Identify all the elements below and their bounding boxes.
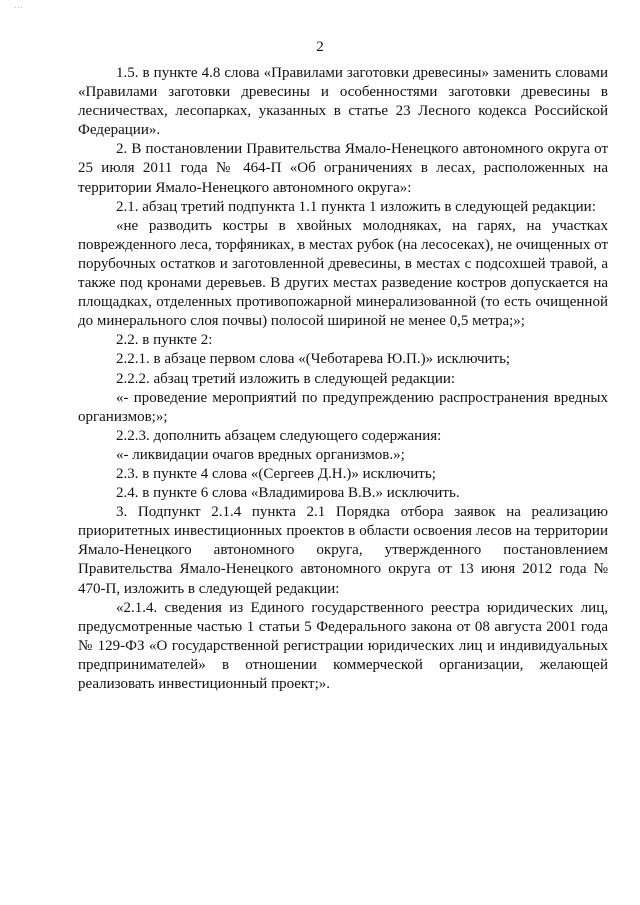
paragraph-2-2-2: 2.2.2. абзац третий изложить в следующей редакции: [116,370,456,387]
page-number: 2 [316,39,324,55]
paragraph-2-2-1: 2.2.1. в абзаце первом слова «(Чеботарева Ю.П.)» исключить; [116,351,511,368]
document-body [78,64,608,694]
paragraph-2-2-3: 2.2.3. дополнить абзацем следующего содержания: [116,427,442,444]
paragraph-3: 3. Подпункт 2.1.4 пункта 2.1 Порядка отбора заявок на реализацию приоритетных инвестиционных проектов в области освоения лесов на территории Ямало-Ненецкого автономного округа, утвержденного постановлением Правительства Ямало-Ненецкого автономного округа от 13 июня 2012 года № 470-П, изложить в следующей редакции: [78,504,608,597]
paragraph-1-5: 1.5. в пункте 4.8 слова «Правилами заготовки древесины» заменить словами «Правилами заготовки древесины и особенностями заготовки древесины в лесничествах, лесопарках, указанных в статье 23 Лесного кодекса Российской Федерации». [78,65,608,139]
paragraph-2-1: 2.1. абзац третий подпункта 1.1 пункта 1 изложить в следующей редакции: [116,198,596,215]
paragraph-2-4: 2.4. в пункте 6 слова «Владимирова В.В.» исключить. [116,485,460,502]
paragraph-3-quote: «2.1.4. сведения из Единого государственного реестра юридических лиц, предусмотренные частью 1 статьи 5 Федерального закона от 08 августа 2001 года № 129-ФЗ «О государственной регистрации юридических лиц и индивидуальных предпринимателей» в отношении коммерческой организации, желающей реализовать инвестиционный проект;». [78,599,608,692]
scan-corner-mark: … [14,0,24,10]
paragraph-2-1-quote: «не разводить костры в хвойных молодняках, на гарях, на участках поврежденного леса, торфяниках, в местах рубок (на лесосеках), не очищенных от порубочных остатков и заготовленной древесины, в местах с подсохшей травой, а также под кронами деревьев. В других местах разведение костров допускается на площадках, отделенных противопожарной минерализованной (то есть очищенной до минерального слоя почвы) полосой шириной не менее 0,5 метра;»; [78,217,608,330]
paragraph-2-3: 2.3. в пункте 4 слова «(Сергеев Д.Н.)» исключить; [116,465,436,482]
paragraph-2-2: 2.2. в пункте 2: [116,332,213,349]
paragraph-2-2-2-quote: «- проведение мероприятий по предупреждению распространения вредных организмов;»; [78,389,608,425]
paragraph-2: 2. В постановлении Правительства Ямало-Ненецкого автономного округа от 25 июля 2011 года № 464-П «Об ограничениях в лесах, расположенных на территории Ямало-Ненецкого автономного округа»: [78,141,608,196]
paragraph-2-2-3-quote: «- ликвидации очагов вредных организмов.»; [116,446,405,463]
